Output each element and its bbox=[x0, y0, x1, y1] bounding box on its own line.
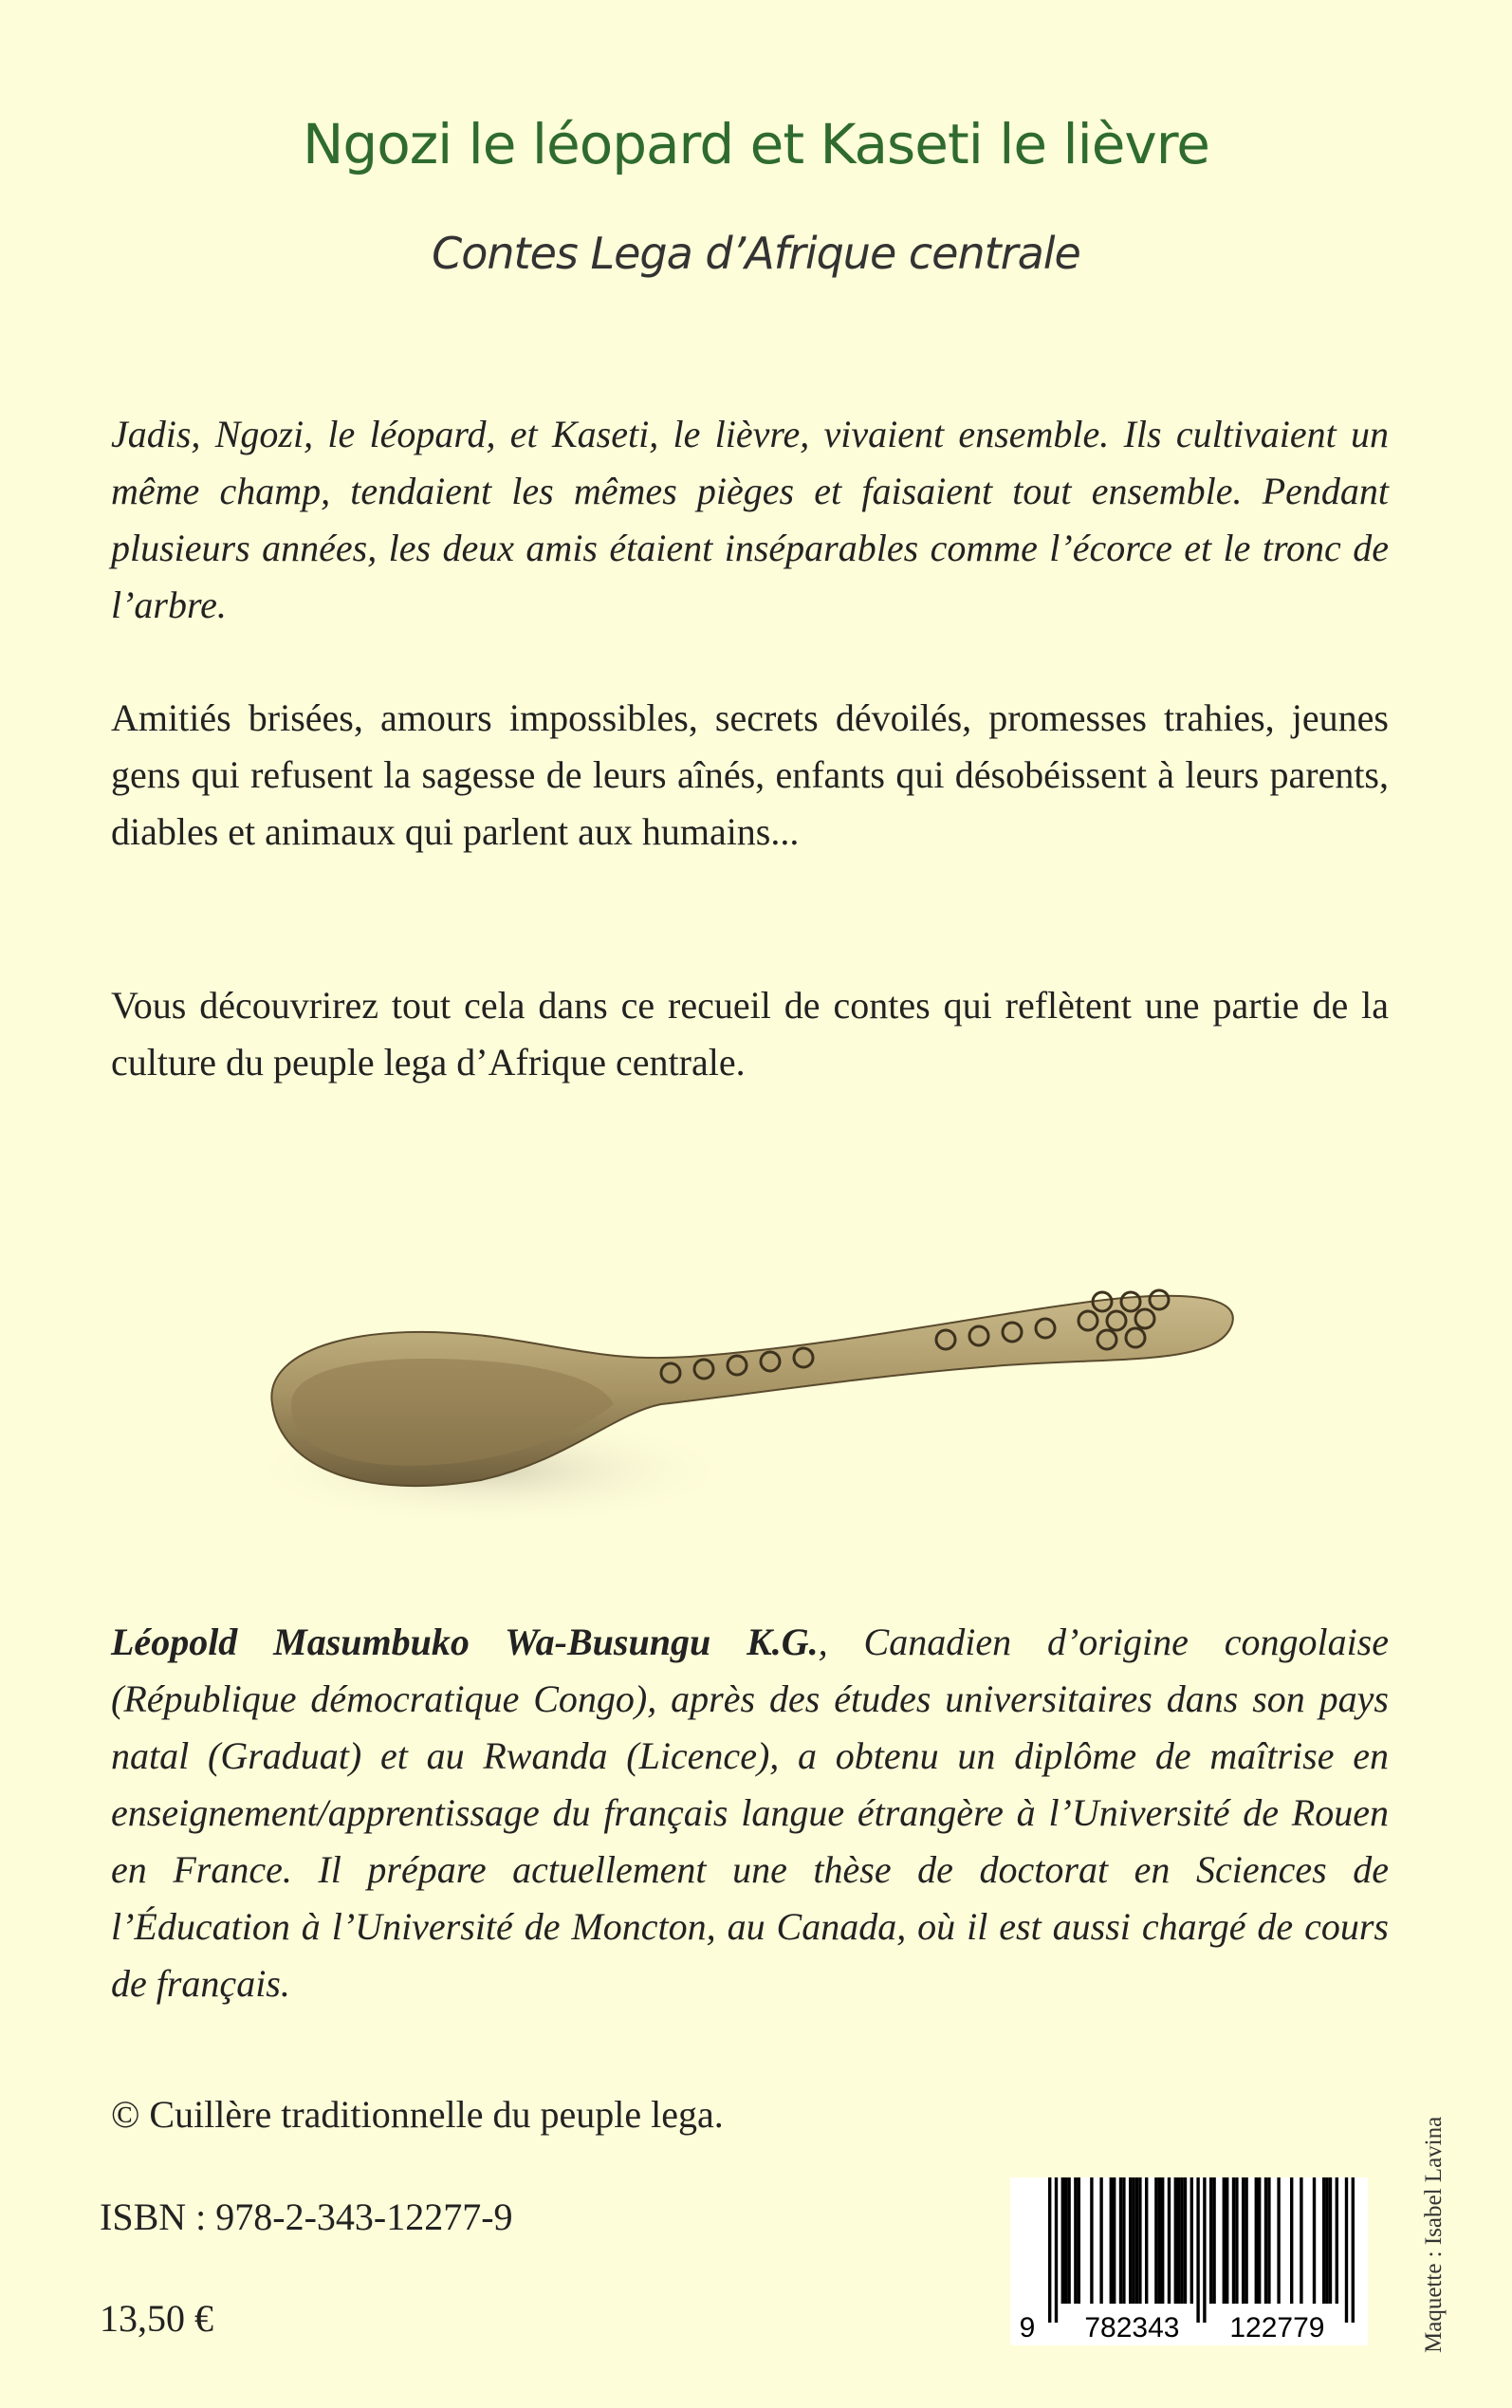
barcode-left-digits: 782343 bbox=[1084, 2312, 1180, 2343]
barcode-bar bbox=[1154, 2177, 1157, 2304]
barcode-bar bbox=[1119, 2177, 1122, 2304]
barcode-bar bbox=[1145, 2177, 1148, 2304]
barcode-bar bbox=[1325, 2177, 1328, 2304]
barcode-bar bbox=[1158, 2177, 1161, 2304]
barcode-bar bbox=[1122, 2177, 1125, 2304]
barcode-bar bbox=[1290, 2177, 1293, 2304]
barcode-bar bbox=[1067, 2177, 1070, 2304]
barcode-bar bbox=[1161, 2177, 1164, 2304]
barcode-bar bbox=[1258, 2177, 1261, 2304]
author-name: Léopold Masumbuko Wa-Busungu K.G. bbox=[111, 1621, 819, 1663]
barcode-bar bbox=[1090, 2177, 1093, 2304]
barcode-bar bbox=[1174, 2177, 1177, 2304]
barcode-bar bbox=[1255, 2177, 1258, 2304]
barcode-bar bbox=[1226, 2177, 1228, 2304]
barcode-bar bbox=[1064, 2177, 1067, 2304]
barcode-bar bbox=[1061, 2177, 1064, 2304]
blurb-paragraph-2: Amitiés brisées, amours impossibles, secrets dévoilés, promesses trahies, jeunes gens qui refusent la sagesse de leurs aînés, enfants qui désobéissent à leurs parents, diables et animaux qui parlent aux humains... bbox=[111, 696, 1389, 853]
blurb-paragraph-3: Vous découvrirez tout cela dans ce recueil de contes qui reflètent une partie de la culture du peuple lega d’Afrique centrale. bbox=[111, 984, 1389, 1084]
barcode-bar bbox=[1336, 2177, 1338, 2304]
barcode-right-digits: 122779 bbox=[1229, 2312, 1325, 2343]
barcode-bar bbox=[1203, 2177, 1206, 2323]
image-credit: © Cuillère traditionnelle du peuple lega. bbox=[111, 2093, 724, 2136]
barcode-bar bbox=[1129, 2177, 1132, 2304]
barcode-bar bbox=[1180, 2177, 1183, 2304]
barcode-bar bbox=[1132, 2177, 1134, 2304]
barcode-bar bbox=[1352, 2177, 1355, 2323]
barcode-bar bbox=[1055, 2177, 1058, 2323]
barcode-bar bbox=[1235, 2177, 1238, 2304]
barcode-bar bbox=[1232, 2177, 1235, 2304]
barcode-bar bbox=[1177, 2177, 1180, 2304]
barcode-bar bbox=[1277, 2177, 1280, 2304]
barcode-bar bbox=[1300, 2177, 1302, 2304]
barcode-bar bbox=[1196, 2177, 1199, 2323]
spoon-image bbox=[253, 1262, 1249, 1542]
price: 13,50 € bbox=[100, 2297, 213, 2340]
blurb-paragraph-1: Jadis, Ngozi, le léopard, et Kaseti, le lièvre, vivaient ensemble. Ils cultivaient un même champ, tendaient les mêmes pièges et faisaient tout ensemble. Pendant plusieurs années, les deux amis étaient inséparables comme l’écorce et le tronc de l’arbre. bbox=[111, 413, 1389, 626]
barcode-bar bbox=[1190, 2177, 1193, 2304]
barcode-bar bbox=[1209, 2177, 1212, 2304]
barcode-bar bbox=[1135, 2177, 1138, 2304]
barcode-bar bbox=[1074, 2177, 1077, 2304]
author-bio-text: , Canadien d’origine congolaise (République démocratique Congo), après des études universitaires dans son pays natal (Graduat) et au Rwanda (Licence), a obtenu un diplôme de maîtrise en enseignement/apprentissage du français langue étrangère à l’Université de Rouen en France. Il prépare actuellement une thèse de doctorat en Sciences de l’Éducation à l’Université de Moncton, au Canada, où il est aussi chargé de cours de français. bbox=[111, 1621, 1389, 2005]
ean-barcode bbox=[1010, 2177, 1368, 2345]
barcode-bar bbox=[1345, 2177, 1348, 2323]
barcode-bar bbox=[1242, 2177, 1245, 2304]
barcode-bar bbox=[1078, 2177, 1080, 2304]
barcode-bar bbox=[1048, 2177, 1051, 2323]
barcode-bar bbox=[1329, 2177, 1332, 2304]
book-subtitle: Contes Lega d’Afrique centrale bbox=[432, 228, 1080, 279]
barcode-bar bbox=[1113, 2177, 1116, 2304]
barcode-bar bbox=[1212, 2177, 1215, 2304]
barcode-bar bbox=[1184, 2177, 1187, 2304]
barcode-bar bbox=[1313, 2177, 1316, 2304]
barcode-bar bbox=[1223, 2177, 1226, 2304]
barcode-bar bbox=[1099, 2177, 1102, 2304]
barcode-bar bbox=[1322, 2177, 1325, 2304]
isbn: ISBN : 978-2-343-12277-9 bbox=[100, 2195, 513, 2238]
author-bio bbox=[111, 1614, 1389, 2012]
barcode-bar bbox=[1267, 2177, 1270, 2304]
barcode-bar bbox=[1264, 2177, 1267, 2304]
barcode-bar bbox=[1245, 2177, 1247, 2304]
barcode-bar bbox=[1138, 2177, 1141, 2304]
book-title: Ngozi le léopard et Kaseti le lièvre bbox=[303, 112, 1209, 176]
barcode-bar bbox=[1168, 2177, 1171, 2304]
barcode-first-digit: 9 bbox=[1019, 2312, 1036, 2343]
barcode-bar bbox=[1110, 2177, 1113, 2304]
designer-credit: Maquette : Isabel Lavina bbox=[1421, 2116, 1447, 2353]
